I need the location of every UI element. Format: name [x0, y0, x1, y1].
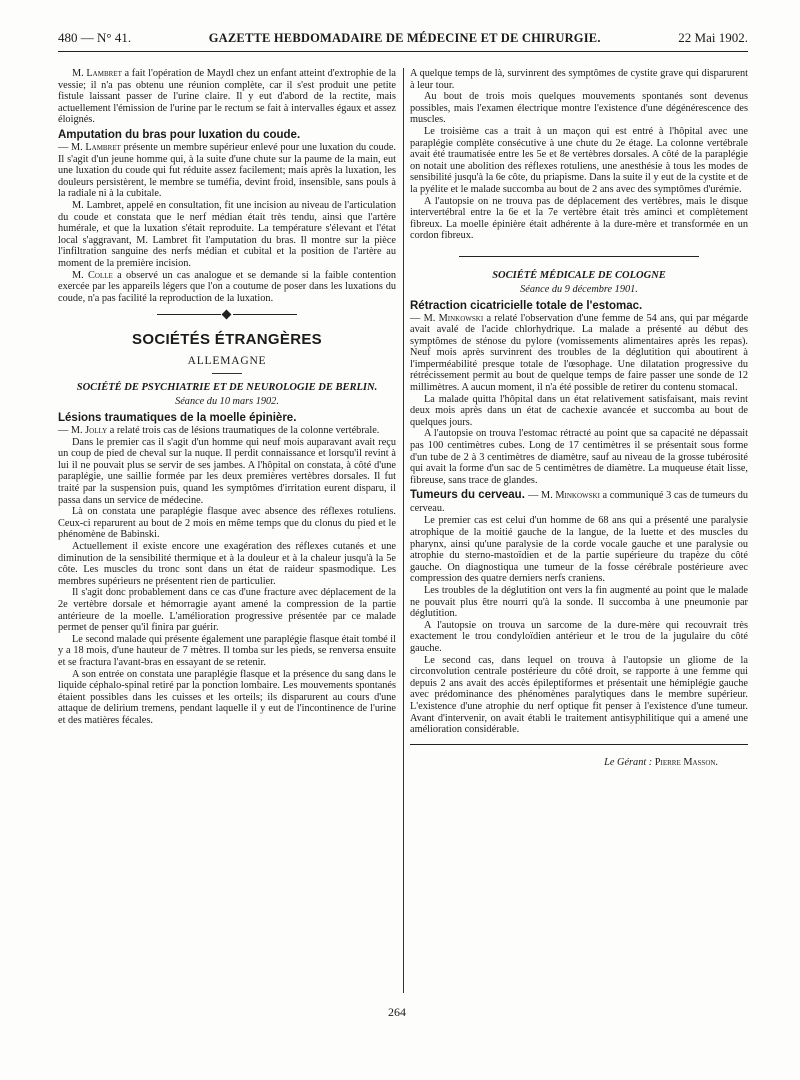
author-name: M. Minkowski	[423, 312, 484, 324]
paragraph: A l'autopsie on trouva un sarcome de la dure-mère qui recouvrait très exactement le trou condyloïdien antérieur et le trou de la jugulaire du côté gauche.	[410, 619, 748, 654]
journal-title: GAZETTE HEBDOMADAIRE DE MÉDECINE ET DE CHIRURGIE.	[208, 31, 601, 45]
page-number: 264	[388, 1005, 406, 1019]
paragraph: Actuellement il existe encore une exagération des réflexes cutanés et une diminution de la sensibilité thermique et à la douleur et à la chaleur jusqu'à la 5e côte. Les muscles du tronc sont dans un état de raideur spasmodique. Les membres supérieurs ne présentent rien de particulier.	[58, 541, 396, 587]
author-name: M. Lambret	[72, 68, 122, 79]
paragraph: A son entrée on constata une paraplégie flasque et la présence du sang dans le liquide céphalo-spinal retiré par la ponction lombaire. Les mouvements spontanés étaient possibles dans les cuisses et les orteils; ils disparurent au cours d'une attaque de delirium tremens, pendant laquelle il y eut de l'incontinence de l'urine et des matières fécales.	[58, 668, 396, 726]
heading-text: Tumeurs du cerveau.	[410, 489, 525, 502]
paragraph-text: présente un membre supérieur enlevé pour une luxation du coude. Il s'agit d'un jeune homme qui, à la suite d'une chute sur la paume de la main, eut une luxation du coude qui fut réduite assez facilement; mais après la luxation, les douleurs persistèrent, le membre se tuméfia, devint froid, insensible, sans pouls à la radiale ni à la cubitale.	[58, 141, 396, 200]
paragraph-text: a relaté l'observation d'une femme de 54 ans, qui par mégarde avait avalé de l'acide chlorhydrique. La malade a présenté au début des symptômes de sténose du pylore (vomissements alimentaires après les repas). Neuf mois après survinrent des troubles de la déglutition qui aboutirent à l'imperméabilité presque totale de l'œsophage. Une dilatation progressive du rétrécissement permit au bout de quelque temps de faire passer une sonde de 12 millimètres. A aucun moment, il n'a été possible de retirer du contenu stomacal.	[410, 312, 749, 394]
paragraph	[58, 68, 396, 126]
paragraph	[58, 270, 396, 305]
paragraph: Dans le premier cas il s'agit d'un homme qui neuf mois auparavant avait reçu un coup de pied de cheval sur la nuque. Il perdit connaissance et lorsqu'il revint à lui il ne pouvait plus se servir de ses jambes. A l'hôpital on constata, à côté d'une paraplégie, une saillie formée par les deux premières vertèbres dorsales. Il fut traité par la suspension puis, quand les symptômes d'irritation eurent disparu, il passa dans un service de médecine.	[58, 436, 396, 506]
author-name: M. Colle	[72, 269, 113, 281]
paragraph: Au bout de trois mois quelques mouvements spontanés sont devenus possibles, mais l'examen électrique montre l'existence d'une dégénérescence des muscles.	[410, 91, 748, 126]
paragraph: Les troubles de la déglutition ont vers la fin augmenté au point que le malade ne pouvait plus être nourri qu'à la sonde. Il succomba à une pneumonie par déglutition.	[410, 584, 748, 620]
paragraph-text: a relaté trois cas de lésions traumatiques de la colonne vertébrale.	[107, 425, 380, 437]
gerant-name: Pierre Masson.	[654, 757, 718, 769]
ornament-divider	[157, 310, 297, 320]
country-heading: ALLEMAGNE	[187, 354, 267, 367]
paragraph: A l'autopsie on trouva l'estomac rétracté au point que sa capacité ne dépassait pas 100 centimètres cubes. Long de 17 centimètres il se présentait sous forme d'un tube de 2 à 3 centimètres de diamètre, sauf au niveau de la grosse tubérosité qui avait la forme d'un sac de 5 centimètres de diamètre. La muqueuse était lisse, fibreuse, sans trace de glandes.	[410, 428, 748, 486]
article-heading: Tumeurs du cerveau. — M. Minkowski a communiqué 3 cas de tumeurs du cerveau.	[410, 489, 749, 515]
paragraph: Le troisième cas a trait à un maçon qui est entré à l'hôpital avec une paraplégie complète consécutive à une chute du 2e étage. La colonne vertébrale avait été traumatisée entre les 5e et 8e vertèbres dorsales. A côté de la paraplégie on notait une abolition des réflexes rotuliens, une anesthésie à tous les modes de sensibilité jusqu'à la 6e côte, du priapisme. Dans la suite il y eut de la cystite et de la pyélite et le malade succomba au bout de 2 ans avec des symptômes d'urémie.	[410, 125, 748, 195]
paragraph: M. Lambret, appelé en consultation, fit une incision au niveau de l'articulation du coude et constata que le nerf médian était très tendu, ainsi que l'artère humérale, et que la luxation s'était reproduite. La température s'élevant et l'état local s'aggravant, M. Lambret fit l'amputation du bras. Il montre sur la pièce l'infiltration sanguine des nerfs médian et cubital et la position de l'artère au moment de la première incision.	[58, 199, 396, 269]
ornament-divider	[459, 252, 699, 262]
article-heading: Rétraction cicatricielle totale de l'estomac.	[410, 299, 643, 312]
session-date: Séance du 9 décembre 1901.	[520, 283, 638, 295]
paragraph: A l'autopsie on ne trouva pas de déplacement des vertèbres, mais le disque intervertébral entre la 6e et la 7e vertèbre était très aminci et complètement fibreux. La moelle épinière était adhérente à la dure-mère et transformée en un cordon fibreux.	[410, 195, 748, 242]
paragraph: A quelque temps de là, survinrent des symptômes de cystite grave qui disparurent à leur tour.	[410, 68, 748, 91]
paragraph: La malade quitta l'hôpital dans un état relativement satisfaisant, mais revint deux mois après dans un état de cachexie avancée et succomba au bout de quelques jours.	[410, 393, 748, 428]
author-name: M. Jolly	[70, 425, 108, 437]
short-rule	[212, 373, 242, 374]
page-issue: 480 — N° 41.	[58, 30, 132, 45]
society-name: SOCIÉTÉ DE PSYCHIATRIE ET DE NEUROLOGIE DE BERLIN.	[76, 382, 378, 394]
column-divider	[403, 68, 404, 993]
paragraph: Le second cas, dans lequel on trouva à l'autopsie un gliome de la circonvolution centrale postérieure du côté droit, se rapporte à une femme qui depuis 2 ans avait des accès épileptiformes et présentait une hémiplégie gauche avec prédominance des phénomènes paralytiques dans le membre supérieur. L'existence d'une atrophie du nerf optique fit penser à l'existence d'une tumeur. Avant d'intervenir, on avait établi le traitement antisyphilitique qui a amené une amélioration considérable.	[410, 654, 748, 736]
section-title: SOCIÉTÉS ÉTRANGÈRES	[132, 331, 322, 349]
paragraph: — M. Jolly a relaté trois cas de lésions traumatiques de la colonne vertébrale.	[58, 425, 380, 437]
right-column	[410, 68, 748, 769]
issue-date: 22 Mai 1902.	[678, 30, 748, 45]
paragraph: Le premier cas est celui d'un homme de 68 ans qui a présenté une paralysie atrophique de la moitié gauche de la langue, de la luette et des muscles du pharynx, ainsi qu'une paralysie de la corde vocale gauche et une paralysie ou atrophie du sterno-mastoïdien et de la partie supérieure du trapèze du côté gauche. On diagnostiqua une tumeur de la fosse cérébrale postérieure avec compression des quatre derniers nerfs craniens.	[410, 515, 748, 585]
page	[58, 30, 749, 769]
paragraph: — M. Minkowski a relaté l'observation d'une femme de 54 ans, qui par mégarde avait avalé de l'acide chlorhydrique. La malade a présenté au début des symptômes de sténose du pylore (vomissements alimentaires après les repas). Neuf mois après survinrent des troubles de la déglutition qui aboutirent à l'imperméabilité presque totale de l'œsophage. Une dilatation progressive du rétrécissement permit au bout de quelque temps de faire passer une sonde de 12 millimètres. A aucun moment, il n'a été possible de retirer du contenu stomacal.	[410, 312, 749, 394]
paragraph: Il s'agit donc probablement dans ce cas d'une fracture avec déplacement de la 2e vertèbre dorsale et hémorragie ayant amené la compression de la partie antérieure de la moelle. L'amélioration progressive présentée par ce malade permet de penser qu'il finira par guérir.	[58, 587, 396, 634]
running-header	[58, 30, 748, 52]
paragraph-text: a observé un cas analogue et se demande si la faible contention exercée par les appareils légers que l'on a coutume de poser dans les luxations du coude, n'a pas facilité la reproduction de la luxation.	[58, 269, 396, 304]
paragraph: Le second malade qui présente également une paraplégie flasque était tombé il y a 18 mois, d'une hauteur de 7 mètres. Il tomba sur les pieds, se renversa ensuite et se fractura l'avant-bras en essayant de se retenir.	[58, 633, 396, 668]
session-date: Séance du 10 mars 1902.	[175, 396, 279, 408]
left-column	[58, 68, 396, 727]
paragraph: Là on constata une paraplégie flasque avec absence des réflexes rotuliens. Ceux-ci reparurent au bout de 2 mois en même temps que du clonus du pied et le phénomène de Babinski.	[58, 506, 396, 541]
article-heading: Amputation du bras pour luxation du coude.	[58, 128, 301, 141]
gerant-label: Le Gérant :	[604, 757, 655, 769]
author-name: M. Minkowski	[541, 490, 600, 502]
paragraph: — M. Lambret présente un membre supérieur enlevé pour une luxation du coude. Il s'agit d'un jeune homme qui, à la suite d'une chute sur la paume de la main, eut une luxation du coude qui fut réduite assez facilement; mais après la luxation, les douleurs persistèrent, le membre se tuméfia, devint froid, insensible, sans pouls à la radiale ni à la cubitale.	[58, 141, 396, 200]
publisher-signature	[410, 757, 748, 769]
article-heading: Lésions traumatiques de la moelle épinière.	[58, 412, 297, 425]
author-name: M. Lambret	[70, 141, 121, 153]
paragraph-text: a communiqué 3 cas de tumeurs du cerveau.	[410, 490, 749, 515]
end-rule	[410, 744, 748, 745]
paragraph-text: a fait l'opération de Maydl chez un enfant atteint d'extrophie de la vessie; il n'a pas obtenu une réunion complète, car il s'est produit une petite fistule laissant passer de l'urine claire. Il y eut d'abord de la rectite, mais actuellement l'émission de l'urine par le rectum se fait à intervalles égaux et assez éloignés.	[58, 68, 396, 126]
society-name: SOCIÉTÉ MÉDICALE DE COLOGNE	[492, 269, 666, 281]
